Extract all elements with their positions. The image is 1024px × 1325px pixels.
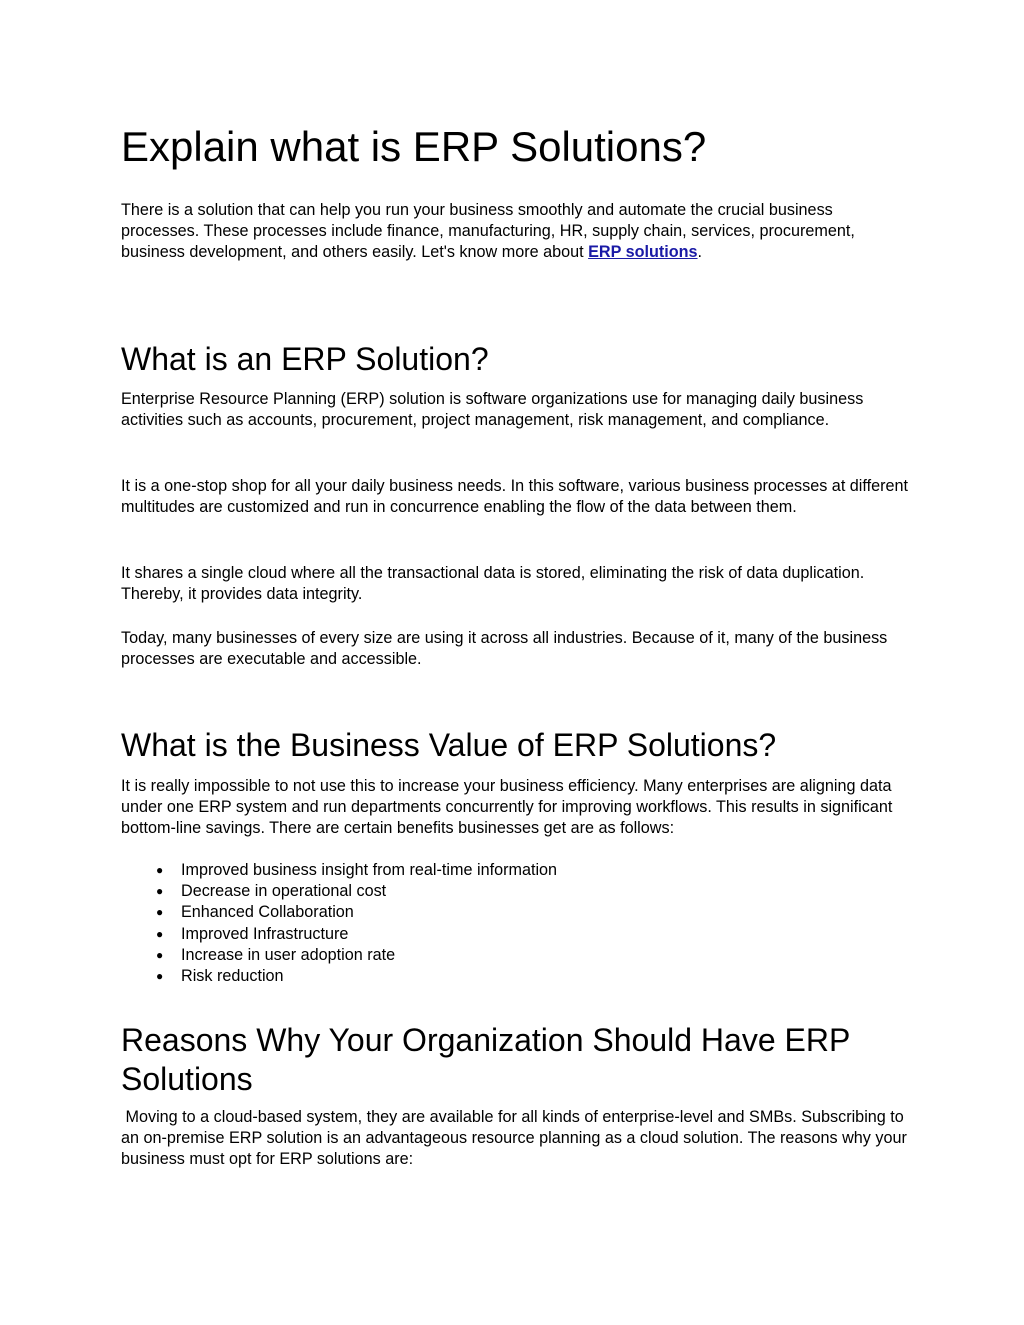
- list-item: [121, 902, 911, 923]
- bullet-icon: ●: [156, 947, 164, 962]
- list-item-text: Risk reduction: [181, 967, 284, 986]
- bullet-icon: ●: [156, 884, 164, 899]
- section2-paragraph-1: It is really impossible to not use this to increase your business efficiency. Many enterprises are aligning data under one ERP system and run departments concurrently for improving workflows. This results in significant bottom-line savings. There are certain benefits businesses get are as follows:: [121, 777, 893, 838]
- benefits-list: [121, 860, 911, 987]
- section3-paragraph-1: Moving to a cloud-based system, they are available for all kinds of enterprise-level and SMBs. Subscribing to an on-premise ERP solution is an advantageous resource planning as a cloud solution. The reasons why your business must opt for ERP solutions are:: [121, 1108, 912, 1169]
- section-heading-business-value: What is the Business Value of ERP Solutions?: [121, 727, 777, 763]
- intro-after-link: .: [697, 243, 703, 262]
- list-item: [121, 945, 911, 966]
- section1-paragraph-3: It shares a single cloud where all the transactional data is stored, eliminating the risk of data duplication. Thereby, it provides data integrity.: [121, 564, 865, 604]
- section1-paragraph-4: Today, many businesses of every size are using it across all industries. Because of it, many of the business processes are executable and accessible.: [121, 629, 888, 669]
- section1-paragraph-2: It is a one-stop shop for all your daily business needs. In this software, various business processes at different multitudes are customized and run in concurrence enabling the flow of the data between them.: [121, 477, 909, 517]
- bullet-icon: ●: [156, 969, 164, 984]
- list-item: [121, 966, 911, 987]
- list-item-text: Increase in user adoption rate: [181, 945, 396, 964]
- list-item: [121, 881, 911, 902]
- bullet-icon: ●: [156, 863, 164, 877]
- bullet-icon: ●: [156, 905, 164, 920]
- intro-paragraph: [121, 200, 911, 264]
- erp-solutions-link[interactable]: ERP solutions: [588, 243, 698, 262]
- list-item-text: Decrease in operational cost: [181, 882, 387, 901]
- list-item: [121, 860, 911, 881]
- list-item: [121, 924, 911, 945]
- page-title: Explain what is ERP Solutions?: [121, 123, 707, 170]
- list-item-text: Enhanced Collaboration: [181, 903, 354, 922]
- bullet-icon: ●: [156, 926, 164, 941]
- section-heading-what-is-erp: What is an ERP Solution?: [121, 341, 489, 377]
- section-heading-reasons: Reasons Why Your Organization Should Have ERP Solutions: [121, 1022, 850, 1097]
- intro-text: There is a solution that can help you run your business smoothly and automate the crucial business processes. These processes include finance, manufacturing, HR, supply chain, services, procurement, business development, and others easily. Let's know more about: [121, 201, 855, 262]
- list-item-text: Improved business insight from real-time information: [181, 861, 558, 879]
- list-item-text: Improved Infrastructure: [181, 924, 349, 943]
- section1-paragraph-1: Enterprise Resource Planning (ERP) solution is software organizations use for managing daily business activities such as accounts, procurement, project management, risk management, and compliance.: [121, 390, 864, 430]
